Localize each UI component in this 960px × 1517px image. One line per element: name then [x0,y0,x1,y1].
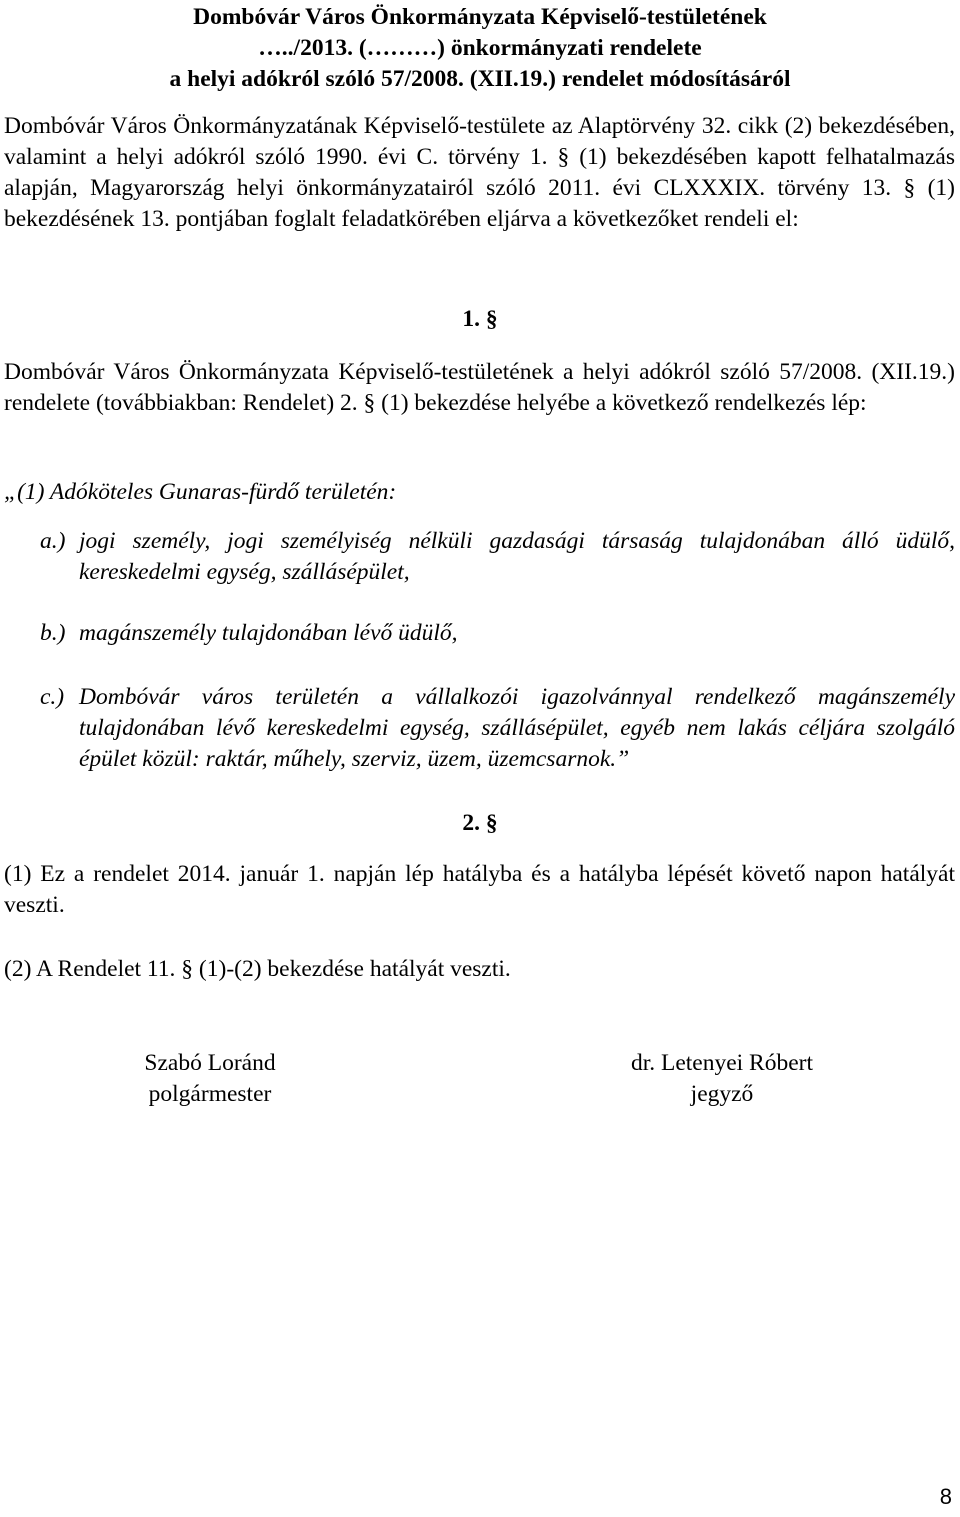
signature-title: jegyző [690,1081,754,1107]
section-1-number: 1. § [462,306,498,332]
list-item-label: a.) [40,528,66,554]
list-item-text: Dombóvár város területén a vállalkozói igazolvánnyal rendelkező magánszemély tulajdonában lévő kereskedelmi egység, szállásépület, egyéb nem lakás céljára szolgáló épület közül: raktár, műhely, szerviz, üzem, üzemcsarnok.” [79,684,955,772]
document-title [0,2,960,95]
signature-notary [600,1048,844,1110]
title-line-1: Dombóvár Város Önkormányzata Képviselő-testületének [193,4,767,30]
list-item-text: jogi személy, jogi személyiség nélküli gazdasági társaság tulajdonában álló üdülő, kereskedelmi egység, szállásépület, [79,528,955,585]
signature-title: polgármester [148,1081,272,1107]
section-2-paragraph-2: (2) A Rendelet 11. § (1)-(2) bekezdése hatályát veszti. [4,956,511,982]
page-number: 8 [939,1484,952,1509]
list-item-b [40,618,955,649]
section-2-paragraph-1: (1) Ez a rendelet 2014. január 1. napján lép hatályba és a hatályba lépését követő napon hatályát veszti. [4,861,955,918]
signature-name: dr. Letenyei Róbert [630,1050,814,1076]
list-item-c [40,682,955,775]
signature-name: Szabó Loránd [144,1050,276,1076]
title-line-2: …../2013. (………) önkormányzati rendelete [258,35,702,61]
section-2-number: 2. § [462,810,498,836]
list-item-label: c.) [40,684,65,710]
preamble: Dombóvár Város Önkormányzatának Képviselő-testülete az Alaptörvény 32. cikk (2) bekezdésében, valamint a helyi adókról szóló 1990. évi C. törvény 1. § (1) bekezdésében kapott felhatalmazás alapján, Magyarország helyi önkormányzatairól szóló 2011. évi CLXXXIX. törvény 13. § (1) bekezdésének 13. pontjában foglalt feladatkörében eljárva a következőket rendeli el: [4,113,955,232]
list-item-a [40,526,955,588]
title-line-3: a helyi adókról szóló 57/2008. (XII.19.) rendelet módosításáról [169,66,791,92]
list-item-label: b.) [40,620,66,646]
quote-heading: „(1) Adóköteles Gunaras-fürdő területén: [4,479,397,505]
section-1-intro: Dombóvár Város Önkormányzata Képviselő-testületének a helyi adókról szóló 57/2008. (XII.19.) rendelete (továbbiakban: Rendelet) 2. § (1) bekezdése helyébe a következő rendelkezés lép: [4,359,955,416]
list-item-text: magánszemély tulajdonában lévő üdülő, [79,620,458,646]
signature-mayor [110,1048,310,1110]
